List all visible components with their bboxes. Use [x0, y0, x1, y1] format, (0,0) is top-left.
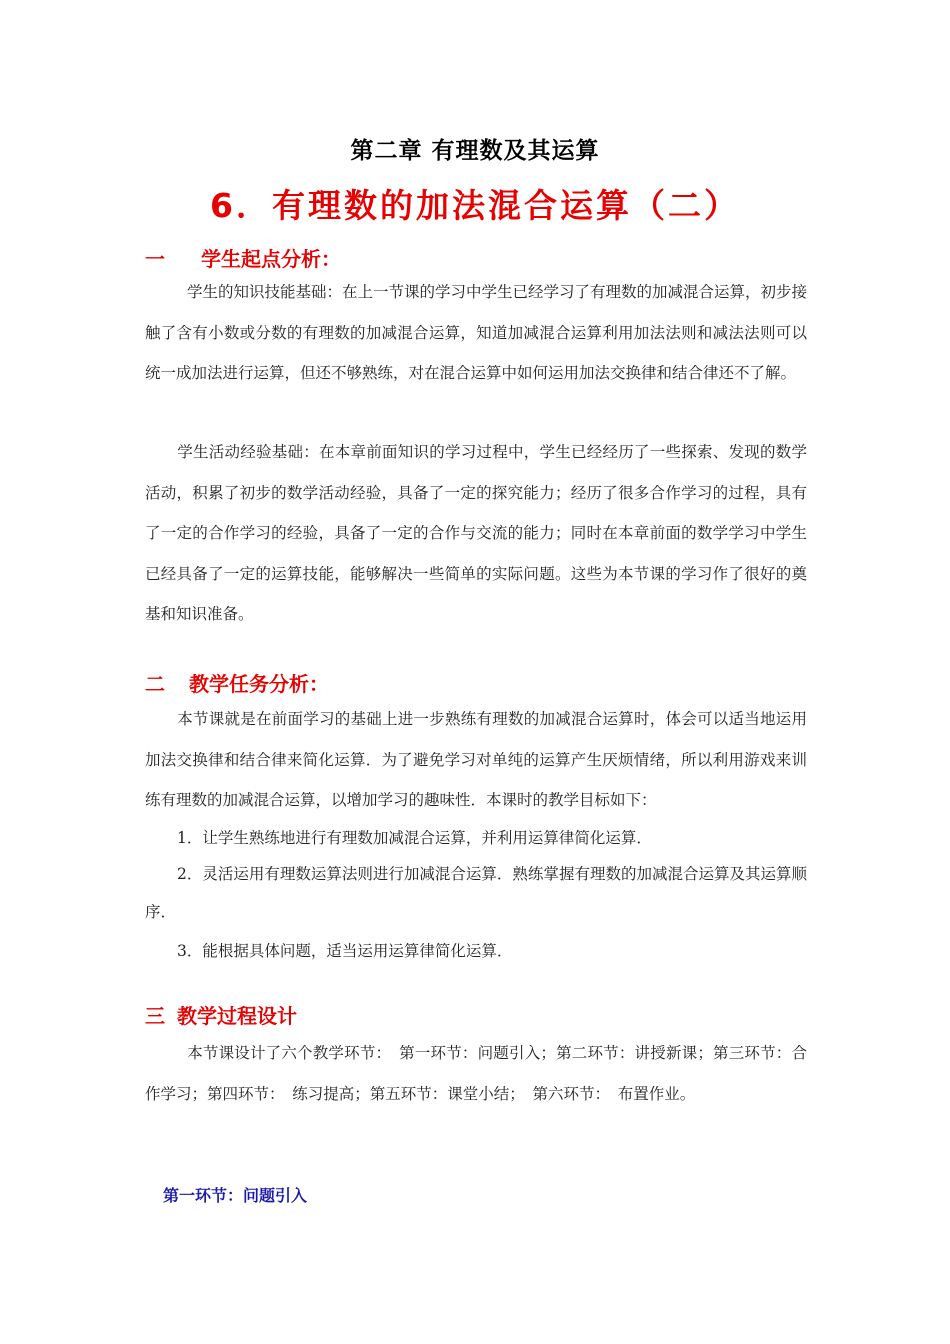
section-2-intro [145, 699, 807, 821]
section-3-paragraph [145, 1033, 807, 1114]
section-1-paragraph-2 [145, 432, 807, 635]
section-3-number: 三 [145, 1004, 165, 1028]
section-1-paragraph-2-text: 学生活动经验基础：在本章前面知识的学习过程中，学生已经经历了一些探索、发现的数学活动，积累了初步的数学活动经验，具备了一定的探究能力；经历了很多合作学习的过程，具有了一定的合作学习的经验，具备了一定的合作与交流的能力；同时在本章前面的数学学习中学生已经具备了一定的运算技能，能够解决一些简单的实际问题。这些为本节课的学习作了很好的奠基和知识准备。 [145, 443, 807, 623]
section-1-heading [145, 243, 341, 272]
subsection-heading: 第一环节：问题引入 [163, 1186, 308, 1205]
section-2-heading [145, 668, 329, 697]
section-2-intro-text: 本节课就是在前面学习的基础上进一步熟练有理数的加减混合运算时，体会可以适当地运用加法交换律和结合律来简化运算．为了避免学习对单纯的运算产生厌烦情绪，所以利用游戏来训练有理数的加减混合运算，以增加学习的趣味性．本课时的教学目标如下： [145, 710, 807, 809]
section-1-paragraph-1 [145, 272, 807, 394]
goal-item-text: 3．能根据具体问题，适当运用运算律简化运算． [177, 942, 513, 960]
goal-item-text: 2．灵活运用有理数运算法则进行加减混合运算．熟练掌握有理数的加减混合运算及其运算顺序． [145, 865, 807, 921]
goal-item [145, 819, 807, 857]
chapter-title: 第二章 有理数及其运算 [350, 138, 600, 164]
section-2-number: 二 [145, 672, 165, 696]
lesson-title: 6．有理数的加法混合运算（二） [210, 186, 740, 225]
section-3-title: 教学过程设计 [177, 1004, 297, 1028]
goal-item-text: 1．让学生熟练地进行有理数加减混合运算，并利用运算律简化运算． [177, 829, 652, 847]
section-3-paragraph-text: 本节课设计了六个教学环节： 第一环节：问题引入；第二环节：讲授新课；第三环节：合作学习；第四环节： 练习提高；第五环节：课堂小结； 第六环节： 布置作业。 [145, 1044, 807, 1103]
section-1-paragraph-1-text: 学生的知识技能基础：在上一节课的学习中学生已经学习了有理数的加减混合运算，初步接触了含有小数或分数的有理数的加减混合运算，知道加减混合运算利用加法法则和减法法则可以统一成加法进行运算，但还不够熟练，对在混合运算中如何运用加法交换律和结合律还不了解。 [145, 283, 808, 382]
goal-item [145, 932, 807, 970]
section-1-number: 一 [145, 247, 165, 271]
section-1-title: 学生起点分析： [201, 247, 341, 271]
goal-item [145, 855, 807, 931]
section-2-title: 教学任务分析： [189, 672, 329, 696]
section-3-heading [145, 1000, 297, 1029]
